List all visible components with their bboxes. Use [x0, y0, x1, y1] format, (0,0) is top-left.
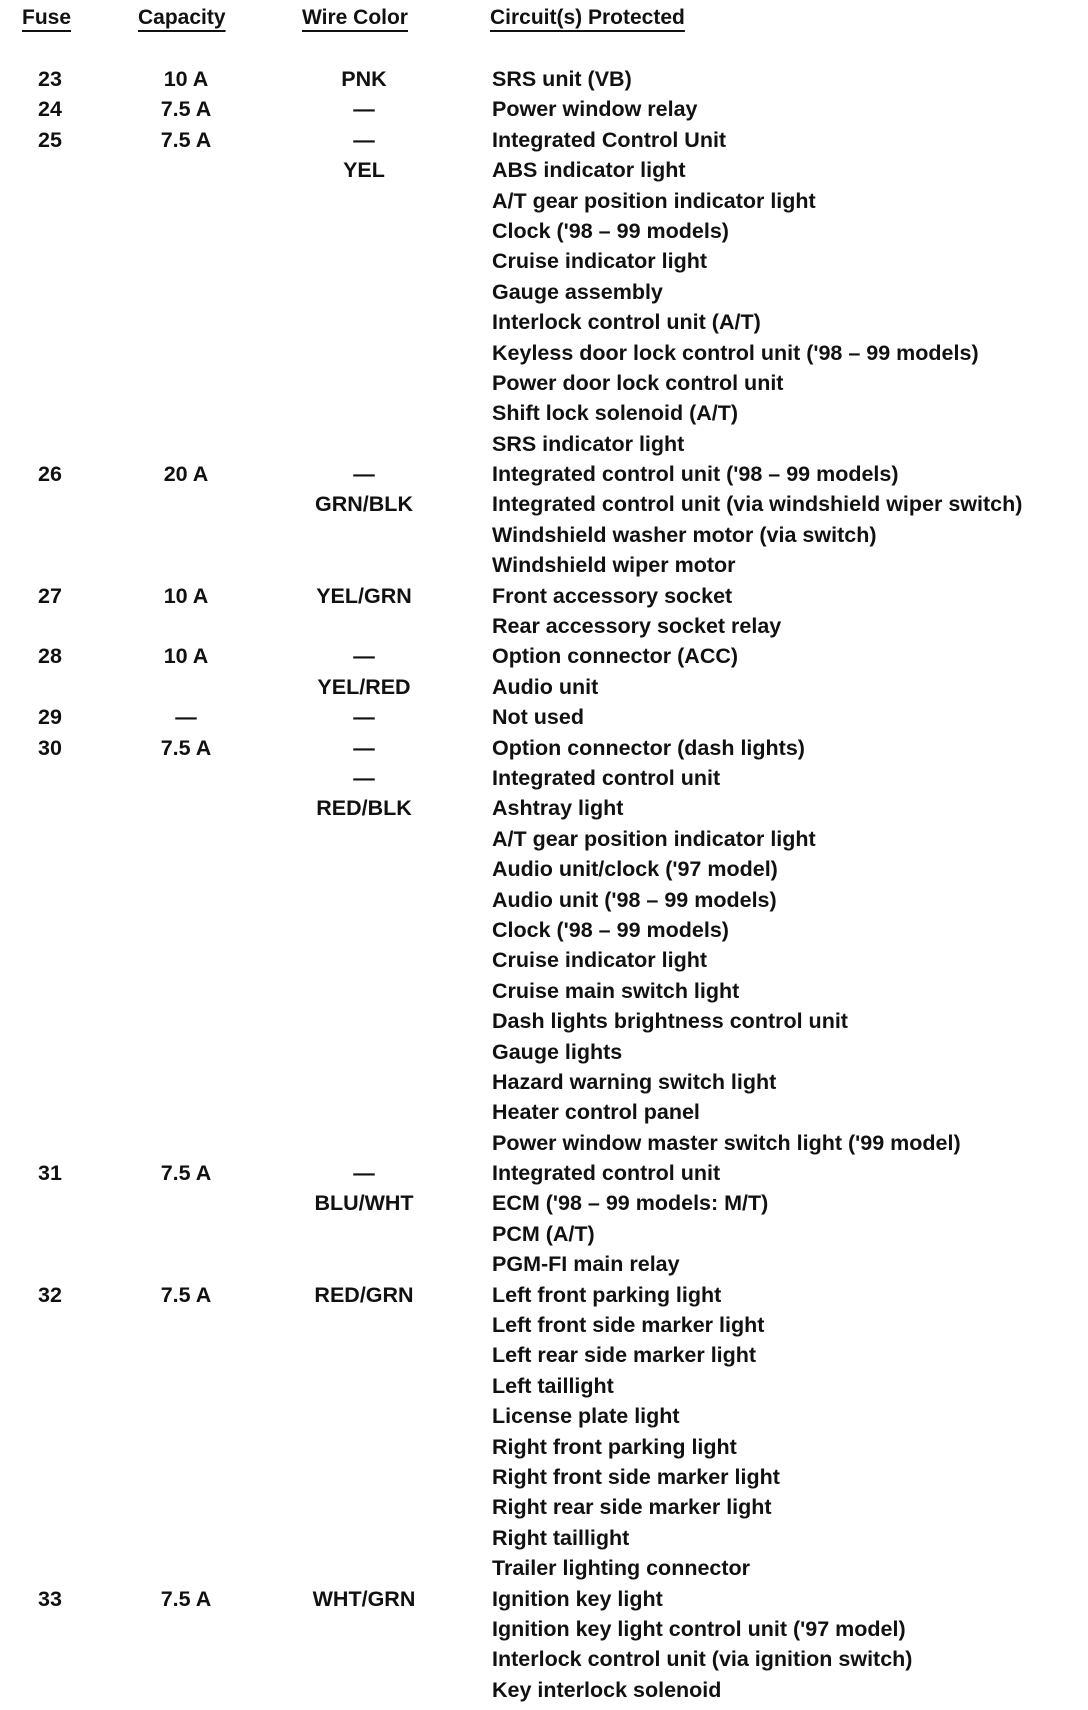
table-row	[0, 1462, 1088, 1492]
table-row	[0, 1158, 1088, 1188]
wire-color: BLU/WHT	[314, 1191, 414, 1216]
circuit-protected: Integrated control unit (via windshield wiper switch)	[492, 492, 1023, 517]
table-row	[0, 155, 1088, 185]
table-row	[0, 246, 1088, 276]
table-row	[0, 1675, 1088, 1705]
wire-color: RED/BLK	[316, 796, 412, 821]
table-row	[0, 1067, 1088, 1097]
table-row	[0, 1006, 1088, 1036]
table-row	[0, 976, 1088, 1006]
header-fuse: Fuse	[22, 6, 72, 29]
fuse-capacity: 7.5 A	[160, 1586, 212, 1611]
header-capacity: Capacity	[138, 6, 226, 29]
table-row	[0, 1523, 1088, 1553]
circuit-protected: Power door lock control unit	[492, 370, 784, 395]
table-row	[0, 824, 1088, 854]
table-row	[0, 641, 1088, 671]
table-row	[0, 277, 1088, 307]
circuit-protected: Left rear side marker light	[492, 1343, 757, 1368]
table-row	[0, 1492, 1088, 1522]
circuit-protected: Integrated control unit ('98 – 99 models)	[492, 462, 899, 487]
fuse-number: 26	[38, 462, 62, 487]
table-row	[0, 429, 1088, 459]
wire-color: YEL	[343, 158, 385, 183]
header-wire-color: Wire Color	[302, 6, 408, 29]
circuit-protected: Windshield washer motor (via switch)	[492, 522, 877, 547]
fuse-capacity: 10 A	[163, 583, 209, 608]
table-row	[0, 125, 1088, 155]
wire-color: —	[353, 97, 375, 122]
table-row	[0, 550, 1088, 580]
circuit-protected: Option connector (ACC)	[492, 644, 739, 669]
table-row	[0, 945, 1088, 975]
table-row	[0, 1614, 1088, 1644]
circuit-protected: License plate light	[492, 1404, 680, 1429]
circuit-protected: Ignition key light	[492, 1586, 663, 1611]
table-row	[0, 398, 1088, 428]
circuit-protected: Heater control panel	[492, 1100, 700, 1125]
circuit-protected: A/T gear position indicator light	[492, 826, 816, 851]
fuse-number: 25	[38, 127, 62, 152]
table-row	[0, 1037, 1088, 1067]
table-row	[0, 1219, 1088, 1249]
circuit-protected: Keyless door lock control unit ('98 – 99 models)	[492, 340, 979, 365]
table-row	[0, 1128, 1088, 1158]
circuit-protected: Integrated control unit	[492, 1161, 721, 1186]
circuit-protected: Clock ('98 – 99 models)	[492, 917, 729, 942]
table-row	[0, 186, 1088, 216]
circuit-protected: Gauge lights	[492, 1039, 623, 1064]
circuit-protected: PGM-FI main relay	[492, 1252, 680, 1277]
wire-color: WHT/GRN	[312, 1586, 416, 1611]
circuit-protected: Shift lock solenoid (A/T)	[492, 401, 739, 426]
table-row	[0, 763, 1088, 793]
circuit-protected: Key interlock solenoid	[492, 1677, 722, 1702]
table-row	[0, 1553, 1088, 1583]
wire-color: —	[353, 462, 375, 487]
circuit-protected: SRS indicator light	[492, 431, 685, 456]
circuit-protected: Left front side marker light	[492, 1313, 765, 1338]
circuit-protected: Right rear side marker light	[492, 1495, 772, 1520]
wire-color: GRN/BLK	[315, 492, 413, 517]
table-row	[0, 854, 1088, 884]
fuse-number: 24	[38, 97, 62, 122]
table-row	[0, 1371, 1088, 1401]
fuse-number: 27	[38, 583, 62, 608]
table-row	[0, 1188, 1088, 1218]
wire-color: —	[353, 765, 375, 790]
table-row	[0, 368, 1088, 398]
circuit-protected: Integrated control unit	[492, 765, 721, 790]
circuit-protected: Audio unit ('98 – 99 models)	[492, 887, 777, 912]
fuse-capacity: 7.5 A	[160, 1161, 212, 1186]
circuit-protected: Ignition key light control unit ('97 model)	[492, 1616, 906, 1641]
table-row	[0, 1097, 1088, 1127]
table-row	[0, 1432, 1088, 1462]
circuit-protected: Windshield wiper motor	[492, 553, 736, 578]
wire-color: RED/GRN	[314, 1282, 414, 1307]
table-row	[0, 915, 1088, 945]
circuit-protected: Audio unit	[492, 674, 599, 699]
table-row	[0, 581, 1088, 611]
circuit-protected: PCM (A/T)	[492, 1221, 595, 1246]
circuit-protected: Option connector (dash lights)	[492, 735, 805, 760]
table-row	[0, 885, 1088, 915]
circuit-protected: ECM ('98 – 99 models: M/T)	[492, 1191, 769, 1216]
table-row	[0, 1280, 1088, 1310]
header-circuits-protected: Circuit(s) Protected	[490, 6, 685, 29]
circuit-protected: Front accessory socket	[492, 583, 733, 608]
circuit-protected: Gauge assembly	[492, 279, 663, 304]
circuit-protected: Cruise indicator light	[492, 948, 708, 973]
table-row	[0, 520, 1088, 550]
circuit-protected: Right front parking light	[492, 1434, 737, 1459]
table-row	[0, 459, 1088, 489]
wire-color: —	[353, 705, 375, 730]
table-row	[0, 94, 1088, 124]
table-row	[0, 1401, 1088, 1431]
circuit-protected: Right taillight	[492, 1525, 630, 1550]
table-row	[0, 672, 1088, 702]
circuit-protected: SRS unit (VB)	[492, 67, 632, 91]
table-row	[0, 489, 1088, 519]
fuse-number: 23	[38, 67, 62, 91]
table-row	[0, 1584, 1088, 1614]
circuit-protected: Dash lights brightness control unit	[492, 1009, 848, 1034]
table-row	[0, 733, 1088, 763]
fuse-number: 31	[38, 1161, 62, 1186]
circuit-protected: Power window relay	[492, 97, 698, 122]
table-row	[0, 64, 1088, 94]
fuse-capacity: 20 A	[163, 462, 209, 487]
table-row	[0, 1249, 1088, 1279]
circuit-protected: Audio unit/clock ('97 model)	[492, 857, 778, 882]
table-row	[0, 1340, 1088, 1370]
table-row	[0, 793, 1088, 823]
fuse-capacity: 7.5 A	[160, 735, 212, 760]
wire-color: —	[353, 644, 375, 669]
table-row	[0, 702, 1088, 732]
circuit-protected: Power window master switch light ('99 model)	[492, 1130, 961, 1155]
circuit-protected: ABS indicator light	[492, 158, 686, 183]
circuit-protected: A/T gear position indicator light	[492, 188, 816, 213]
fuse-capacity: 7.5 A	[160, 127, 212, 152]
fuse-capacity: 10 A	[163, 67, 209, 91]
table-body	[0, 64, 1088, 1705]
wire-color: YEL/RED	[317, 674, 411, 699]
fuse-capacity: 7.5 A	[160, 97, 212, 122]
wire-color: —	[353, 735, 375, 760]
circuit-protected: Right front side marker light	[492, 1464, 780, 1489]
fuse-capacity: 10 A	[163, 644, 209, 669]
wire-color: YEL/GRN	[316, 583, 412, 608]
wire-color: PNK	[341, 67, 387, 91]
fuse-number: 33	[38, 1586, 62, 1611]
circuit-protected: Hazard warning switch light	[492, 1069, 777, 1094]
circuit-protected: Trailer lighting connector	[492, 1556, 751, 1581]
fuse-number: 29	[38, 705, 62, 730]
circuit-protected: Cruise main switch light	[492, 978, 740, 1003]
circuit-protected: Clock ('98 – 99 models)	[492, 218, 729, 243]
wire-color: —	[353, 127, 375, 152]
circuit-protected: Not used	[492, 705, 584, 730]
circuit-protected: Left front parking light	[492, 1282, 722, 1307]
circuit-protected: Ashtray light	[492, 796, 624, 821]
circuit-protected: Interlock control unit (via ignition switch)	[492, 1647, 913, 1672]
table-row	[0, 216, 1088, 246]
circuit-protected: Integrated Control Unit	[492, 127, 727, 152]
table-row	[0, 1310, 1088, 1340]
fuse-number: 28	[38, 644, 62, 669]
circuit-protected: Left taillight	[492, 1373, 614, 1398]
fuse-number: 32	[38, 1282, 62, 1307]
table-row	[0, 611, 1088, 641]
table-row	[0, 338, 1088, 368]
circuit-protected: Cruise indicator light	[492, 249, 708, 274]
wire-color: —	[353, 1161, 375, 1186]
fuse-capacity: —	[175, 705, 197, 730]
table-row	[0, 1644, 1088, 1674]
circuit-protected: Rear accessory socket relay	[492, 614, 782, 639]
fuse-number: 30	[38, 735, 62, 760]
circuit-protected: Interlock control unit (A/T)	[492, 310, 761, 335]
table-row	[0, 307, 1088, 337]
fuse-capacity: 7.5 A	[160, 1282, 212, 1307]
